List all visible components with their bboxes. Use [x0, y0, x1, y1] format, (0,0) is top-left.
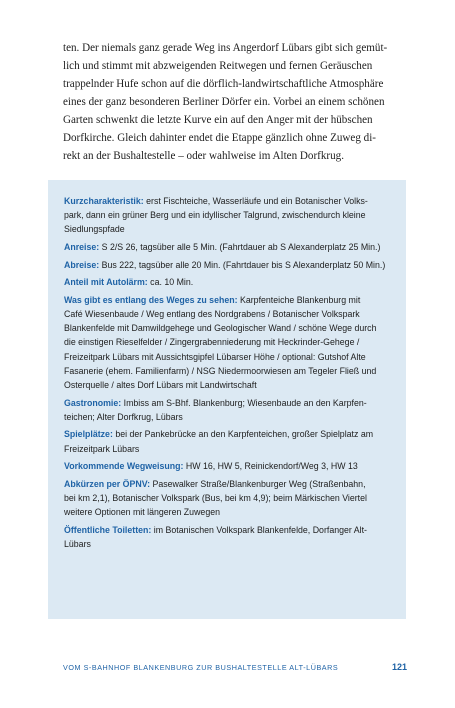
info-entry-oepnv [64, 477, 394, 520]
info-line: teichen; Alter Dorfkrug, Lübars [64, 411, 183, 422]
info-text: Karpfenteiche Blankenburg mit [237, 294, 361, 305]
info-text: bei der Pankebrücke an den Karpfenteichen, großer Spielplatz am [112, 429, 374, 440]
route-info-box [48, 180, 406, 619]
info-line: weitere Optionen mit längeren Zuwegen [64, 507, 220, 518]
info-text: Bus 222, tagsüber alle 20 Min. (Fahrtdauer bis S Alexanderplatz 50 Min.) [99, 259, 386, 270]
body-line: ten. Der niemals ganz gerade Weg ins Angerdorf Lübars gibt sich gemüt- [63, 42, 388, 54]
info-line [64, 459, 394, 473]
info-entry-kurzcharakteristik [64, 194, 394, 237]
info-label: Abreise: [64, 259, 100, 270]
body-line: Garten schwenkt die letzte Kurve ein auf den Anger mit der hübschen [63, 114, 373, 126]
body-line: Dorfkirche. Gleich dahinter endet die Etappe gänzlich ohne Zuweg di- [63, 132, 376, 144]
info-text: Pasewalker Straße/Blankenburger Weg (Straßenbahn, [150, 478, 366, 489]
info-line: die einstigen Rieselfelder / Zingergrabenniederung mit Heckrinder-Gehege / [64, 337, 360, 348]
info-text: erst Fischteiche, Wasserläufe und ein Botanischer Volks- [143, 196, 368, 206]
info-label: Vorkommende Wegweisung: [64, 461, 184, 472]
info-line [64, 523, 394, 537]
info-line: Lübars [64, 538, 91, 549]
info-entry-toiletten [64, 523, 394, 551]
info-line: park, dann ein grüner Berg und ein idyllischer Talgrund, zwischendurch kleine [64, 210, 366, 221]
info-label: Öffentliche Toiletten: [64, 524, 152, 535]
info-line: Blankenfelde mit Damwildgehege und Geologischer Wand / schöne Wege durch [64, 323, 377, 334]
body-line: trappelnder Hufe schon auf die dörflich-landwirtschaftliche Atmosphäre [63, 78, 384, 90]
body-line: lich und stimmt mit abzweigenden Reitwegen und fernen Geräuschen [63, 60, 373, 72]
running-footer-title: VOM S-BAHNHOF BLANKENBURG ZUR BUSHALTESTELLE ALT-LÜBARS [63, 663, 339, 672]
info-entry-anreise [64, 240, 394, 254]
info-label: Kurzcharakteristik: [64, 196, 144, 206]
info-line [64, 293, 394, 307]
info-line: Freizeitpark Lübars [64, 443, 140, 454]
info-line: Freizeitpark Lübars mit Aussichtsgipfel Lübarser Höhe / optional: Gutshof Alte [64, 351, 366, 362]
info-entry-gastronomie [64, 396, 394, 424]
info-text: Imbiss am S-Bhf. Blankenburg; Wiesenbaude an den Karpfen- [121, 397, 367, 408]
info-text: ca. 10 Min. [147, 277, 194, 288]
info-line [64, 396, 394, 410]
info-line [64, 477, 394, 491]
info-entry-wegweisung [64, 459, 394, 473]
info-line [64, 427, 394, 441]
info-label: Abkürzen per ÖPNV: [64, 478, 151, 489]
info-line: Fasanerie (ehem. Familienfarm) / NSG Niedermoorwiesen am Tegeler Fließ und [64, 365, 377, 376]
body-paragraph [63, 39, 407, 165]
info-line [64, 240, 394, 254]
info-entry-autolaerm [64, 275, 394, 289]
info-label: Was gibt es entlang des Weges zu sehen: [64, 294, 238, 305]
info-entry-spielplaetze [64, 427, 394, 455]
info-line [64, 258, 394, 272]
info-line [64, 194, 394, 208]
info-text: im Botanischen Volkspark Blankenfelde, Dorfanger Alt- [151, 524, 367, 535]
info-text: HW 16, HW 5, Reinickendorf/Weg 3, HW 13 [183, 461, 358, 472]
page-footer [63, 663, 407, 677]
info-line: Siedlungspfade [64, 224, 125, 235]
info-label: Spielplätze: [64, 429, 113, 440]
info-entry-abreise [64, 258, 394, 272]
info-label: Anreise: [64, 242, 100, 252]
info-line: Café Wiesenbaude / Weg entlang des Nordgrabens / Botanischer Volkspark [64, 308, 360, 319]
body-line: rekt an der Bushaltestelle – oder wahlweise im Alten Dorfkrug. [63, 150, 344, 162]
page-number: 121 [391, 662, 407, 672]
info-label: Gastronomie: [64, 397, 122, 408]
info-line [64, 275, 394, 289]
info-line: bei km 2,1), Botanischer Volkspark (Bus, bei km 4,9); beim Märkischen Viertel [64, 492, 367, 503]
info-line: Osterquelle / altes Dorf Lübars mit Landwirtschaft [64, 380, 257, 390]
info-label: Anteil mit Autolärm: [64, 277, 148, 288]
body-line: eines der ganz besonderen Berliner Dörfer ein. Vorbei an einem schönen [63, 96, 385, 108]
info-entry-sehenswertes [64, 293, 394, 392]
info-text: S 2/S 26, tagsüber alle 5 Min. (Fahrtdauer ab S Alexanderplatz 25 Min.) [99, 242, 381, 252]
